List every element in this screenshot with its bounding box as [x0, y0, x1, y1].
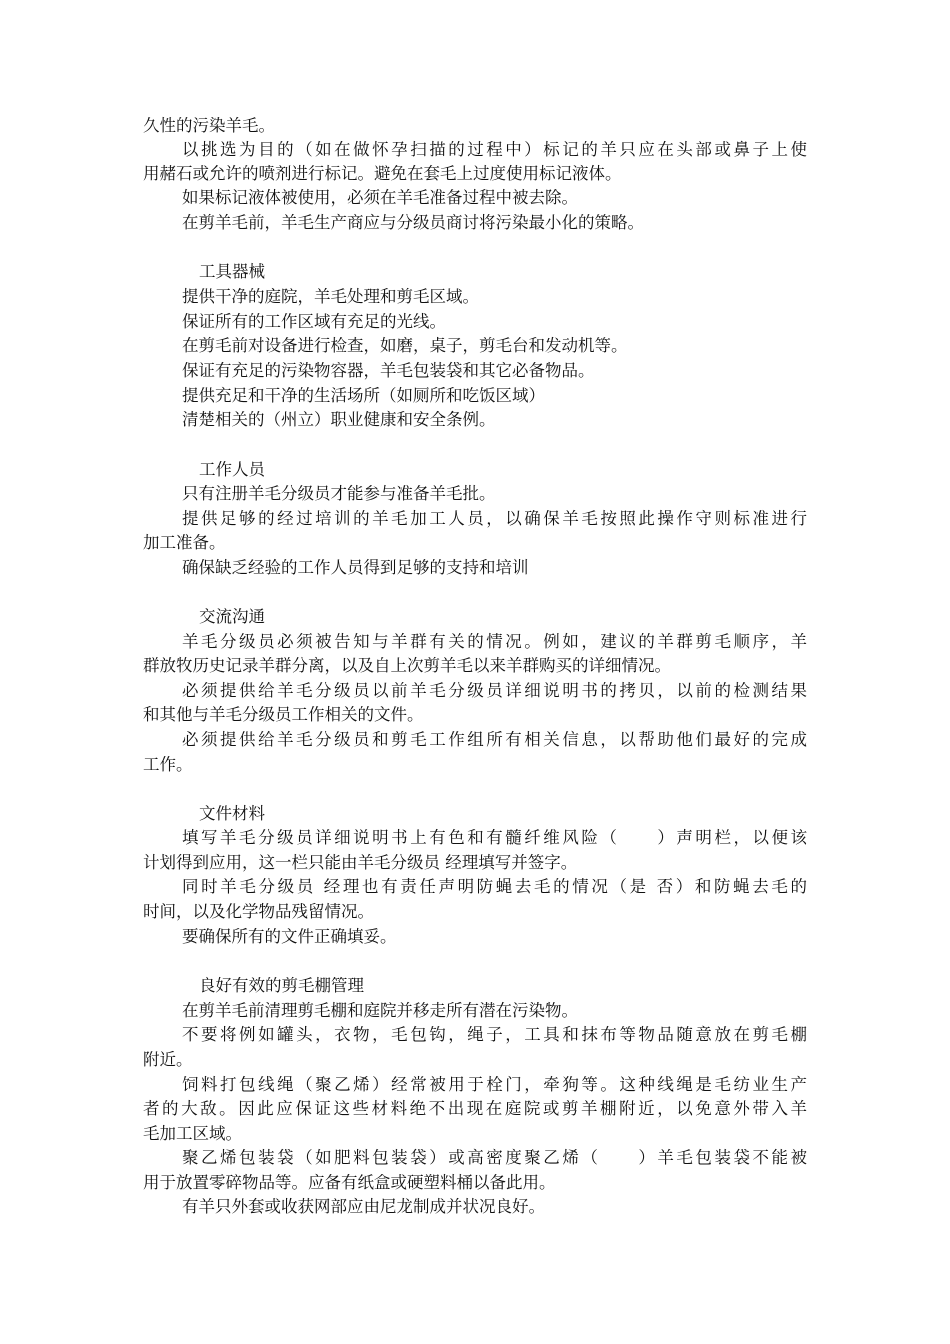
- text-line: 提供足够的经过培训的羊毛加工人员，以确保羊毛按照此操作守则标准进行: [182, 509, 807, 528]
- text-line: 时间，以及化学物品残留情况。: [143, 902, 374, 921]
- text-line: 计划得到应用，这一栏只能由羊毛分级员 经理填写并签字。: [143, 853, 578, 872]
- text-line: 群放牧历史记录羊群分离，以及自上次剪羊毛以来羊群购买的详细情况。: [143, 656, 671, 675]
- text-line: 填写羊毛分级员详细说明书上有色和有髓纤维风险（ ）声明栏，以便该: [182, 828, 807, 847]
- text-line: 提供充足和干净的生活场所（如厕所和吃饭区域）: [182, 386, 545, 405]
- text-line: 和其他与羊毛分级员工作相关的文件。: [143, 705, 424, 724]
- text-line: 保证有充足的污染物容器，羊毛包装袋和其它必备物品。: [182, 361, 595, 380]
- text-line: 只有注册羊毛分级员才能参与准备羊毛批。: [182, 484, 496, 503]
- text-line: 久性的污染羊毛。: [143, 116, 275, 135]
- text-line: 用赭石或允许的喷剂进行标记。避免在套毛上过度使用标记液体。: [143, 164, 622, 183]
- section-heading: 工作人员: [199, 460, 265, 479]
- text-line: 聚乙烯包装袋（如肥料包装袋）或高密度聚乙烯（ ）羊毛包装袋不能被: [182, 1148, 807, 1167]
- section-heading: 工具器械: [199, 262, 265, 281]
- text-line: 有羊只外套或收获网部应由尼龙制成并状况良好。: [182, 1197, 545, 1216]
- text-line: 必须提供给羊毛分级员和剪毛工作组所有相关信息，以帮助他们最好的完成: [182, 730, 807, 749]
- text-line: 饲料打包线绳（聚乙烯）经常被用于栓门，牵狗等。这种线绳是毛纺业生产: [182, 1075, 807, 1094]
- text-line: 清楚相关的（州立）职业健康和安全条例。: [182, 410, 496, 429]
- text-line: 附近。: [143, 1050, 193, 1069]
- text-line: 提供干净的庭院，羊毛处理和剪毛区域。: [182, 287, 479, 306]
- text-line: 要确保所有的文件正确填妥。: [182, 927, 397, 946]
- text-line: 确保缺乏经验的工作人员得到足够的支持和培训: [182, 558, 529, 577]
- section-heading: 文件材料: [199, 804, 265, 823]
- text-line: 在剪毛前对设备进行检查，如磨，桌子，剪毛台和发动机等。: [182, 336, 628, 355]
- text-line: 者的大敌。因此应保证这些材料绝不出现在庭院或剪羊棚附近，以免意外带入羊: [143, 1099, 807, 1118]
- text-line: 羊毛分级员必须被告知与羊群有关的情况。例如，建议的羊群剪毛顺序，羊: [182, 632, 807, 651]
- text-line: 在剪羊毛前，羊毛生产商应与分级员商讨将污染最小化的策略。: [182, 213, 644, 232]
- text-line: 必须提供给羊毛分级员以前羊毛分级员详细说明书的拷贝，以前的检测结果: [182, 681, 807, 700]
- text-line: 在剪羊毛前清理剪毛棚和庭院并移走所有潜在污染物。: [182, 1001, 578, 1020]
- text-line: 同时羊毛分级员 经理也有责任声明防蝇去毛的情况（是 否）和防蝇去毛的: [182, 877, 807, 896]
- text-line: 加工准备。: [143, 533, 226, 552]
- text-line: 用于放置零碎物品等。应备有纸盒或硬塑料桶以备此用。: [143, 1173, 556, 1192]
- section-heading: 交流沟通: [199, 607, 265, 626]
- text-line: 如果标记液体被使用，必须在羊毛准备过程中被去除。: [182, 188, 578, 207]
- section-heading: 良好有效的剪毛棚管理: [199, 976, 364, 995]
- text-line: 毛加工区域。: [143, 1124, 242, 1143]
- text-line: 保证所有的工作区域有充足的光线。: [182, 312, 446, 331]
- text-line: 以挑选为目的（如在做怀孕扫描的过程中）标记的羊只应在头部或鼻子上使: [182, 140, 807, 159]
- text-line: 工作。: [143, 755, 193, 774]
- text-line: 不要将例如罐头，衣物，毛包钩，绳子，工具和抹布等物品随意放在剪毛棚: [182, 1025, 807, 1044]
